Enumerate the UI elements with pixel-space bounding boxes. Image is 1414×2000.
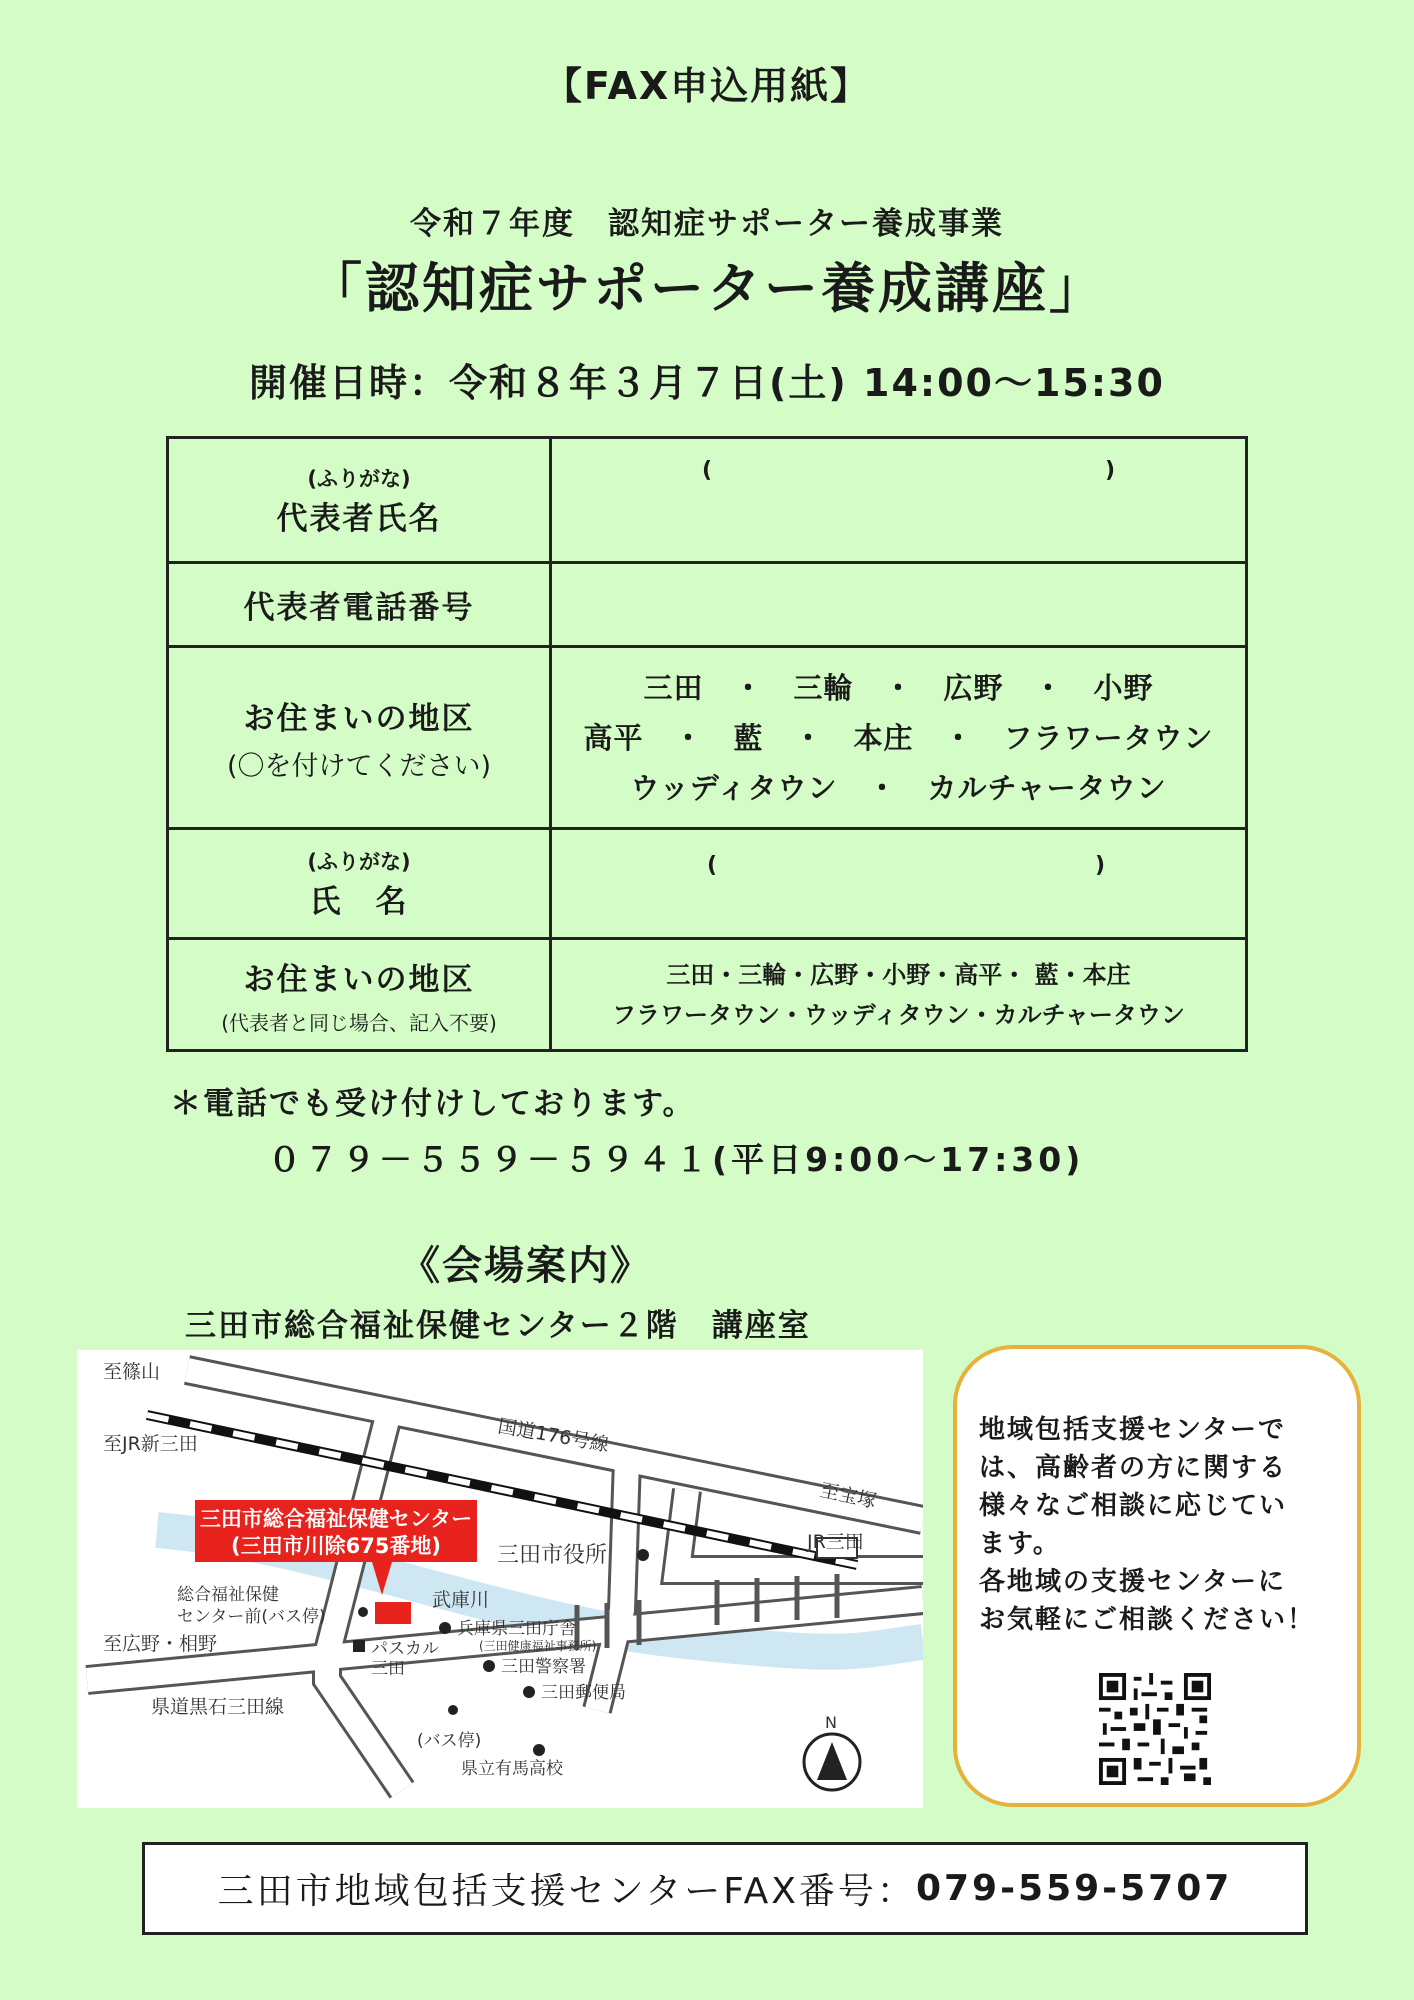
rep-name-furigana: (ふりがな) <box>307 466 411 491</box>
rep-phone-field[interactable] <box>551 563 1247 647</box>
address-options-line3: ウッディタウン ・ カルチャータウン <box>630 770 1167 805</box>
form-header: 【FAX申込用紙】 <box>543 64 871 108</box>
address-options-line1: 三田 ・ 三輪 ・ 広野 ・ 小野 <box>643 670 1154 705</box>
info-box <box>953 1345 1361 1807</box>
paren-close: ) <box>1104 457 1115 483</box>
event-date: 開催日時：令和８年３月７日(土) 14:00～15:30 <box>249 361 1165 405</box>
address-options[interactable] <box>551 647 1247 829</box>
address-options-line2: 高平 ・ 藍 ・ 本庄 ・ フラワータウン <box>583 720 1214 755</box>
info-line1: 地域包括支援センターで <box>979 1415 1286 1445</box>
event-subtitle: 令和７年度 認知症サポーター養成事業 <box>410 206 1004 242</box>
address-row <box>168 647 1247 829</box>
fax-label: 三田市地域包括支援センターFAX番号： <box>217 1871 916 1912</box>
rep-name-label: 代表者氏名 <box>276 500 442 537</box>
map-center-address: (三田市川除675番地) <box>230 1534 442 1558</box>
post-office-dot-icon <box>523 1686 535 1698</box>
address2-note: (代表者と同じ場合、記入不要) <box>221 1010 497 1035</box>
address2-options-line2: フラワータウン・ウッディタウン・カルチャータウン <box>612 1000 1185 1029</box>
map-post-office: 三田郵便局 <box>541 1683 626 1703</box>
info-line3: 様々なご相談に応じてい <box>979 1491 1288 1521</box>
map-to-sasayama: 至篠山 <box>103 1361 161 1383</box>
address2-options[interactable] <box>551 939 1247 1051</box>
info-line4: ます。 <box>979 1529 1061 1559</box>
name-row <box>168 829 1247 939</box>
city-hall-dot-icon <box>637 1549 649 1561</box>
rep-phone-row <box>168 563 1247 647</box>
rep-phone-label-cell <box>168 563 551 647</box>
map-center-name: 三田市総合福祉保健センター <box>199 1507 473 1531</box>
venue-map <box>77 1350 923 1808</box>
paren-open: ( <box>702 457 713 483</box>
qr-code-icon[interactable] <box>1099 1673 1211 1785</box>
map-pref-office: 兵庫県三田庁舎 <box>457 1619 576 1639</box>
map-to-hirono: 至広野・相野 <box>103 1633 218 1655</box>
bus-stop-icon <box>358 1607 368 1617</box>
address2-row <box>168 939 1247 1051</box>
map-bus-stop-center2: センター前(バス停) <box>177 1607 326 1627</box>
map-to-jr-shinsanda: 至JR新三田 <box>103 1433 198 1455</box>
info-text <box>979 1411 1351 1639</box>
pascal-dot-icon <box>353 1640 365 1652</box>
name-field[interactable] <box>551 829 1247 939</box>
address2-label: お住まいの地区 <box>243 961 475 998</box>
map-north: N <box>825 1713 837 1732</box>
name-label-cell <box>168 829 551 939</box>
phone-number: ０７９－５５９－５９４１(平日9:00～17:30) <box>268 1140 1085 1179</box>
address-label: お住まいの地区 <box>243 700 475 737</box>
address-note: (〇を付けてください) <box>226 750 492 782</box>
map-river: 武庫川 <box>432 1589 490 1611</box>
center-building-icon <box>375 1602 411 1624</box>
rep-phone-label: 代表者電話番号 <box>243 590 475 626</box>
school-dot-icon <box>533 1744 545 1756</box>
rep-name-row <box>168 438 1247 563</box>
bus-stop-2-icon <box>448 1705 458 1715</box>
fax-footer <box>142 1842 1308 1935</box>
map-jr-sanda: JR三田 <box>807 1531 864 1553</box>
name-label: 氏 名 <box>309 884 409 920</box>
map-route-kuroishi: 県道黒石三田線 <box>151 1696 285 1718</box>
address-label-cell <box>168 647 551 829</box>
map-pascal2: 三田 <box>371 1659 405 1679</box>
name-furigana-field <box>552 853 1245 878</box>
map-route176: 国道176号線 <box>496 1415 611 1457</box>
phone-note: ＊電話でも受け付けしております。 <box>170 1086 696 1122</box>
map-pascal: パスカル <box>371 1639 439 1659</box>
rep-name-field[interactable] <box>551 438 1247 563</box>
info-line5: 各地域の支援センターに <box>979 1567 1286 1597</box>
fax-number: 079-559-5707 <box>915 1868 1233 1909</box>
address2-options-line1: 三田・三輪・広野・小野・高平・ 藍・本庄 <box>666 960 1131 989</box>
rep-name-furigana-field <box>552 458 1245 483</box>
map-to-takarazuka: 至宝塚 <box>817 1479 879 1513</box>
venue-heading: 《会場案内》 <box>400 1243 652 1289</box>
application-form-table <box>166 436 1248 1052</box>
map-bus-stop-center: 総合福祉保健 <box>177 1585 279 1605</box>
police-dot-icon <box>483 1660 495 1672</box>
event-title: 「認知症サポーター養成講座」 <box>308 257 1106 320</box>
map-arima-school: 県立有馬高校 <box>461 1759 563 1779</box>
rep-name-label-cell <box>168 438 551 563</box>
map-graphic <box>77 1350 923 1808</box>
name-furigana: (ふりがな) <box>307 850 411 874</box>
map-city-hall: 三田市役所 <box>497 1543 608 1568</box>
map-pref-office-sub: (三田健康福祉事務所) <box>479 1639 597 1653</box>
address2-label-cell <box>168 939 551 1051</box>
venue-name: 三田市総合福祉保健センター２階 講座室 <box>185 1308 811 1344</box>
paren-close: ) <box>1094 853 1105 878</box>
pref-office-dot-icon <box>439 1622 451 1634</box>
info-line2: は、高齢者の方に関する <box>979 1453 1288 1483</box>
paren-open: ( <box>707 853 718 878</box>
map-bus-stop: (バス停) <box>417 1731 482 1751</box>
info-line6: お気軽にご相談ください！ <box>979 1605 1316 1635</box>
map-police: 三田警察署 <box>501 1657 586 1677</box>
